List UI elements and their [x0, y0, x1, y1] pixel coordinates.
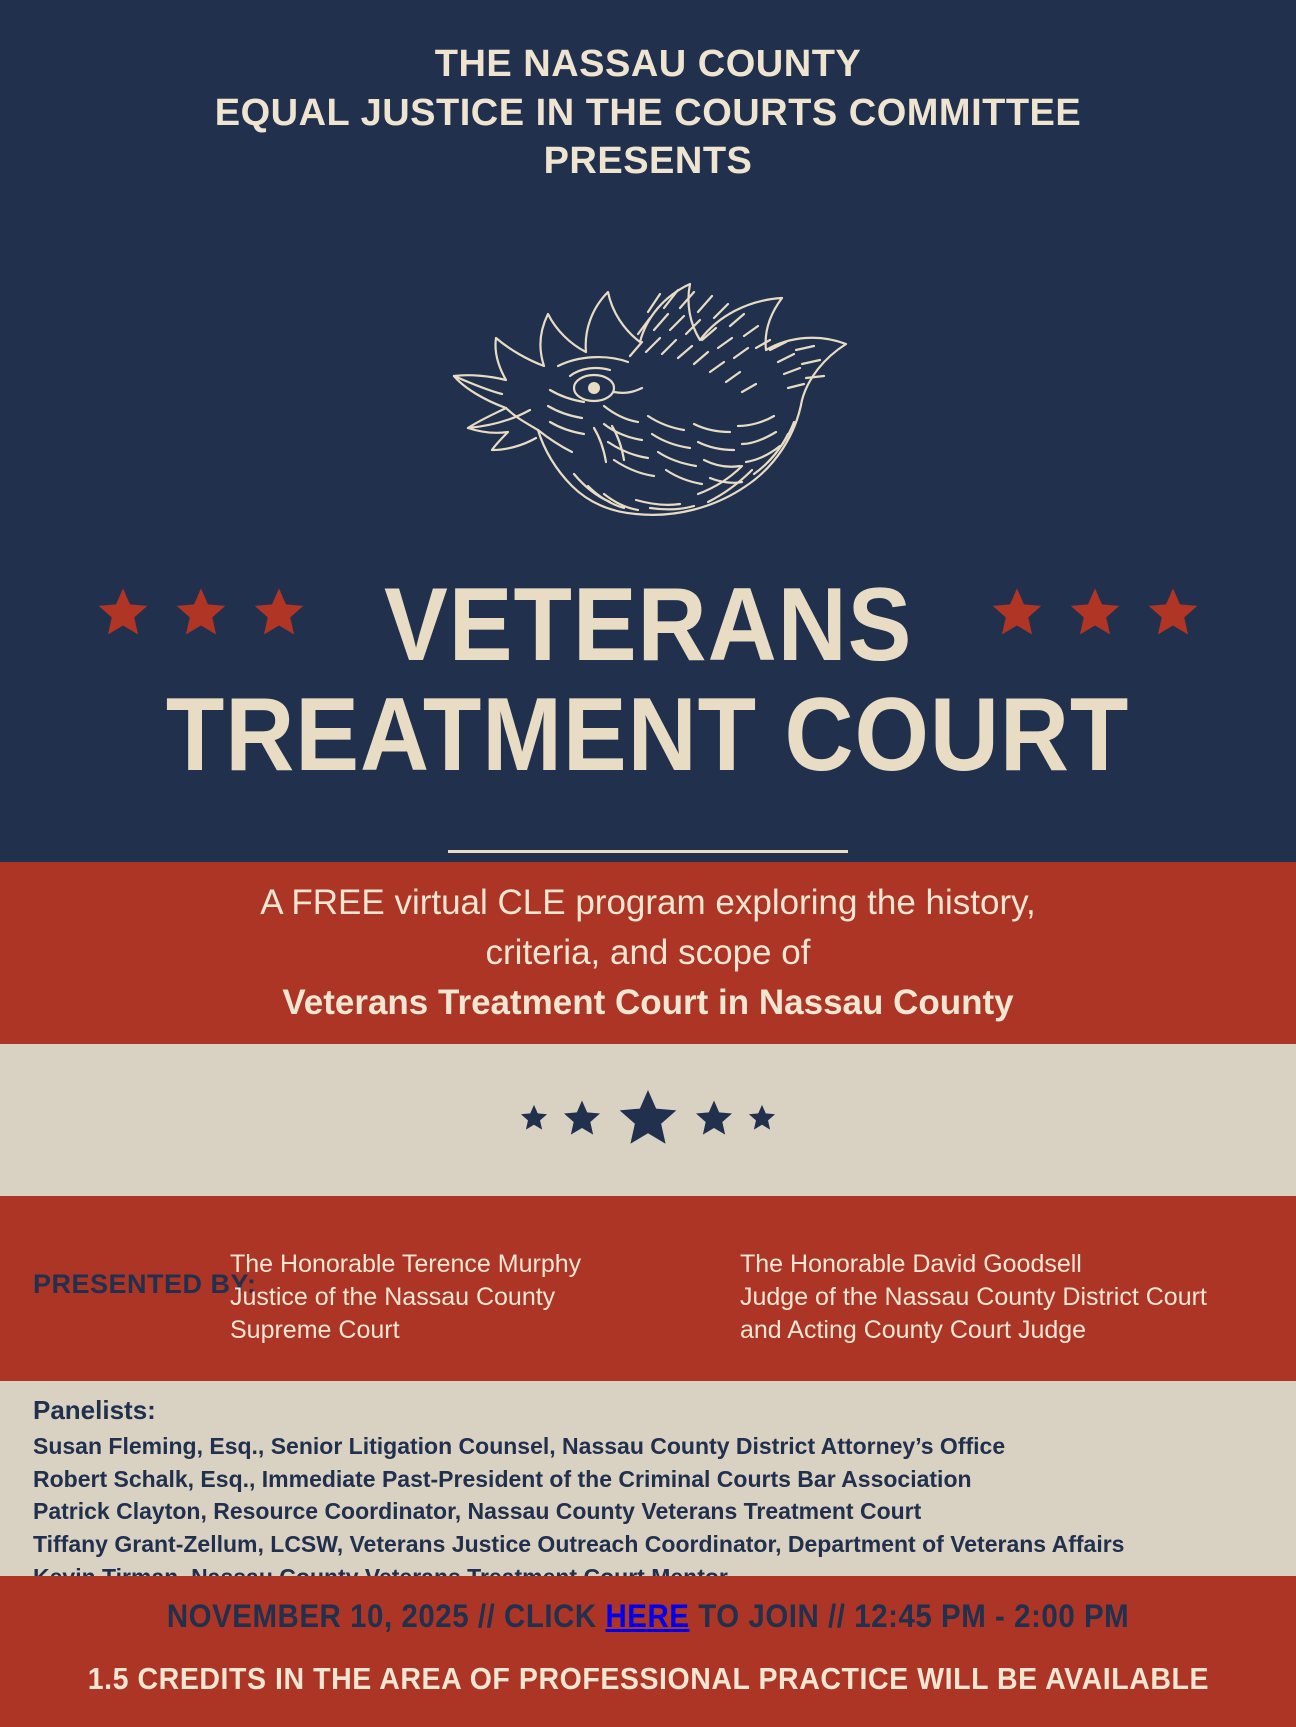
list-item: Tiffany Grant-Zellum, LCSW, Veterans Justice Outreach Coordinator, Department of Veterans Affairs: [33, 1530, 1125, 1557]
panelists-section: [0, 1381, 1296, 1576]
presenter-name: The Honorable Terence Murphy: [230, 1250, 582, 1278]
eagle-head-icon: [398, 238, 898, 538]
footer-band: [0, 1576, 1296, 1727]
star-icon: [615, 1086, 681, 1154]
presenter-title: Justice of the Nassau County Supreme Court: [230, 1283, 556, 1344]
event-time-text: TO JOIN // 12:45 PM - 2:00 PM: [689, 1598, 1130, 1634]
hero-section: [0, 0, 1296, 862]
credits-text: 1.5 CREDITS IN THE AREA OF PROFESSIONAL PRACTICE WILL BE AVAILABLE: [87, 1661, 1209, 1696]
subtitle-line-3: Veterans Treatment Court in Nassau County: [282, 982, 1014, 1022]
presenter-name: The Honorable David Goodsell: [740, 1250, 1082, 1278]
title-divider: [448, 850, 848, 853]
list-item: Robert Schalk, Esq., Immediate Past-President of the Criminal Courts Bar Association: [33, 1465, 972, 1492]
credits-line: [0, 1661, 1296, 1697]
subtitle-line-2: criteria, and scope of: [485, 933, 811, 973]
subtitle-band: [0, 862, 1296, 1044]
star-icon: [561, 1098, 603, 1143]
presented-by-label: PRESENTED BY:: [33, 1269, 257, 1299]
subtitle-line-1: A FREE virtual CLE program exploring the history,: [260, 883, 1036, 923]
decorative-star-band: [0, 1044, 1296, 1196]
header-line-1: THE NASSAU COUNTY: [434, 43, 862, 85]
join-link[interactable]: HERE: [605, 1598, 690, 1634]
title-line-1: VETERANS: [383, 567, 913, 683]
star-icon: [693, 1098, 735, 1143]
star-icon: [519, 1103, 549, 1137]
navy-star-row: [519, 1086, 777, 1154]
presenter-item: [230, 1248, 660, 1347]
subtitle: [260, 878, 1036, 1027]
panelists-heading: Panelists:: [33, 1395, 156, 1425]
presenter-title: Judge of the Nassau County District Court and Acting County Court Judge: [740, 1283, 1207, 1344]
presenters-band: [0, 1196, 1296, 1381]
page-title: [0, 567, 1296, 794]
presenter-item: [740, 1248, 1220, 1347]
star-icon: [747, 1103, 777, 1137]
list-item: Susan Fleming, Esq., Senior Litigation Counsel, Nassau County District Attorney’s Office: [33, 1433, 1006, 1459]
title-line-2: TREATMENT COURT: [166, 677, 1130, 794]
organization-header: [0, 40, 1296, 186]
header-line-2: EQUAL JUSTICE IN THE COURTS COMMITTEE: [214, 91, 1082, 134]
header-line-3: PRESENTS: [543, 140, 753, 183]
list-item: Patrick Clayton, Resource Coordinator, Nassau County Veterans Treatment Court: [33, 1498, 922, 1525]
event-datetime-line: [0, 1598, 1296, 1635]
event-date-text: NOVEMBER 10, 2025 // CLICK: [166, 1598, 606, 1634]
